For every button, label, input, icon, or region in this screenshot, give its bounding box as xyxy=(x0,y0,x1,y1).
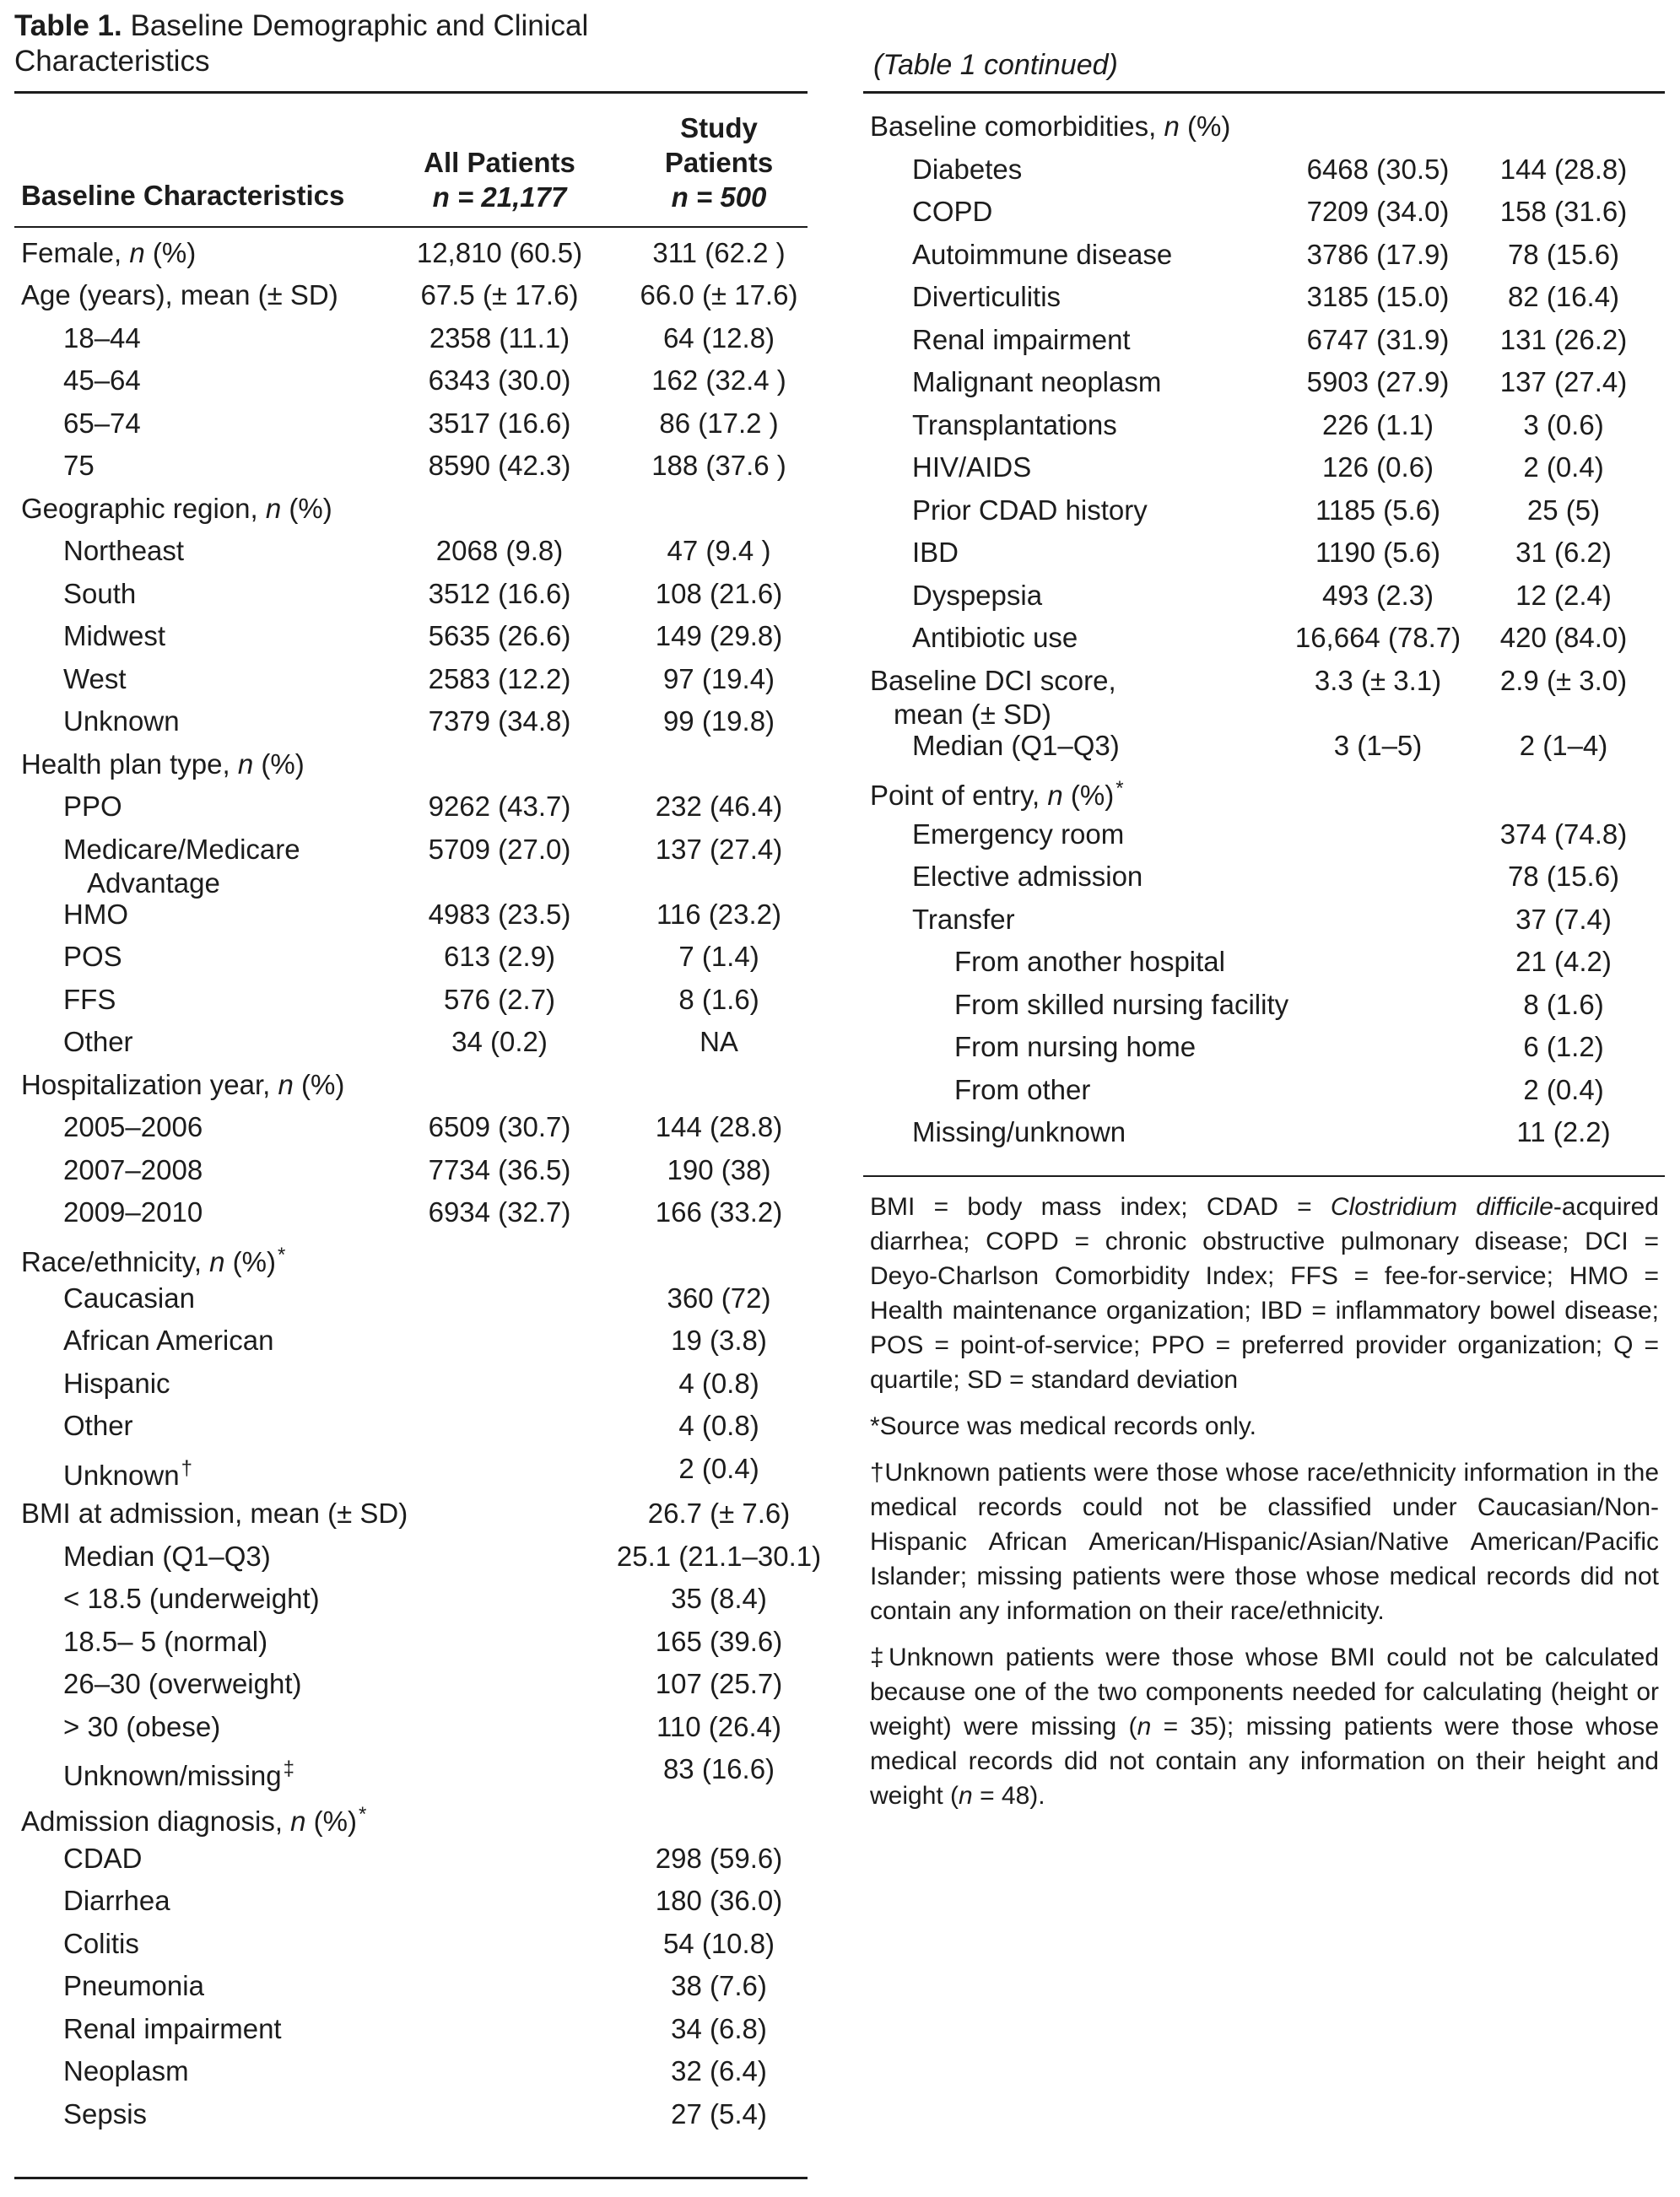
study-patients-value: 35 (8.4) xyxy=(671,1583,767,1614)
left-table-row xyxy=(14,704,808,747)
right-table-row xyxy=(863,110,1665,152)
dd-part-2: = 35); missing patients were those whose medical records did not contain any information on their height and weight ( xyxy=(870,1713,1660,1810)
left-table-row xyxy=(14,2097,808,2140)
left-table-row xyxy=(14,364,808,406)
study-patients-value: 26.7 (± 7.6) xyxy=(647,1498,791,1529)
study-patients-value: 6 (1.2) xyxy=(1523,1031,1604,1062)
header-all-patients xyxy=(377,145,622,214)
left-table-row xyxy=(14,1497,808,1539)
row-label: Sepsis xyxy=(63,2098,148,2130)
study-patients-value: 78 (15.6) xyxy=(1507,861,1620,892)
row-label: 18–44 xyxy=(63,322,141,354)
row-label: Diarrhea xyxy=(63,1885,170,1916)
all-patients-value: 3.3 (± 3.1) xyxy=(1314,665,1442,696)
abbrev-part-1: BMI = body mass index; CDAD = xyxy=(870,1193,1331,1221)
row-label: Pneumonia xyxy=(63,1970,204,2001)
row-label: POS xyxy=(63,941,122,972)
row-label: From skilled nursing facility xyxy=(954,989,1289,1020)
row-label: Health plan type, n (%) xyxy=(21,748,305,780)
left-table-row xyxy=(14,1540,822,1582)
row-label: Point of entry, n (%)* xyxy=(870,777,1124,811)
left-table-row xyxy=(14,1452,808,1494)
study-patients-value: 27 (5.4) xyxy=(671,2098,767,2130)
right-table-row xyxy=(863,153,1665,195)
study-patients-value: 64 (12.8) xyxy=(662,322,775,354)
row-label: < 18.5 (underweight) xyxy=(63,1583,320,1614)
row-label: Renal impairment xyxy=(63,2013,282,2044)
left-table-row xyxy=(14,748,808,790)
left-table-row xyxy=(14,1752,808,1795)
header-all-patients-n: n = 21,177 xyxy=(432,181,567,213)
row-label: 26–30 (overweight) xyxy=(63,1668,302,1699)
left-table-row xyxy=(14,1842,808,1884)
all-patients-value: 3512 (16.6) xyxy=(428,578,571,609)
right-bottom-rule xyxy=(863,1175,1665,1177)
row-label: Colitis xyxy=(63,1928,139,1959)
all-patients-value: 2583 (12.2) xyxy=(428,663,571,694)
right-table-row xyxy=(863,664,1665,730)
all-patients-value: 2358 (11.1) xyxy=(429,322,570,354)
study-patients-value: 149 (29.8) xyxy=(655,620,783,651)
study-patients-value: 420 (84.0) xyxy=(1499,622,1628,653)
top-rule xyxy=(14,91,808,94)
table-title-text: Baseline Demographic and Clinical Characteristics xyxy=(14,9,589,78)
study-patients-value: 137 (27.4) xyxy=(655,834,783,865)
study-patients-value: 8 (1.6) xyxy=(1523,989,1604,1020)
all-patients-value: 3185 (15.0) xyxy=(1306,281,1450,312)
row-label: IBD xyxy=(912,537,959,568)
row-label: Midwest xyxy=(63,620,166,651)
study-patients-value: 162 (32.4 ) xyxy=(651,364,786,396)
header-baseline-characteristics: Baseline Characteristics xyxy=(21,180,345,211)
row-label: Missing/unknown xyxy=(912,1116,1126,1147)
study-patients-value: 19 (3.8) xyxy=(671,1325,767,1356)
header-all-patients-label: All Patients xyxy=(424,147,575,178)
left-table-row xyxy=(14,1710,808,1752)
row-label: Malignant neoplasm xyxy=(912,366,1162,397)
row-label: Unknown† xyxy=(63,1457,192,1491)
row-label: From other xyxy=(954,1074,1091,1105)
row-label: African American xyxy=(63,1325,274,1356)
all-patients-value: 576 (2.7) xyxy=(443,984,556,1015)
bottom-rule xyxy=(14,2177,808,2179)
row-label: 75 xyxy=(63,450,95,481)
left-table-row xyxy=(14,1153,808,1196)
study-patients-value: 2.9 (± 3.0) xyxy=(1499,665,1628,696)
row-label: PPO xyxy=(63,791,122,822)
row-label: 2007–2008 xyxy=(63,1154,203,1185)
row-label: Admission diagnosis, n (%)* xyxy=(21,1803,367,1837)
row-label: Unknown/missing‡ xyxy=(63,1757,294,1791)
all-patients-value: 5903 (27.9) xyxy=(1306,366,1450,397)
study-patients-value: 360 (72) xyxy=(667,1282,771,1314)
all-patients-value: 7734 (36.5) xyxy=(428,1154,571,1185)
study-patients-value: 3 (0.6) xyxy=(1523,409,1604,440)
left-table-row xyxy=(14,662,808,704)
study-patients-value: 31 (6.2) xyxy=(1515,537,1612,568)
left-table-row xyxy=(14,1582,808,1624)
right-table-row xyxy=(863,818,1665,860)
row-label: Age (years), mean (± SD) xyxy=(21,279,338,310)
left-table-row xyxy=(14,1282,808,1324)
study-patients-value: 144 (28.8) xyxy=(655,1111,783,1142)
row-label: 45–64 xyxy=(63,364,141,396)
left-table-row xyxy=(14,1798,808,1840)
row-label: > 30 (obese) xyxy=(63,1711,221,1742)
study-patients-value: 110 (26.4) xyxy=(656,1711,781,1742)
row-label: 2009–2010 xyxy=(63,1196,203,1228)
left-table-row xyxy=(14,1927,808,1969)
row-label: West xyxy=(63,663,127,694)
all-patients-value: 8590 (42.3) xyxy=(428,450,571,481)
all-patients-value: 6747 (31.9) xyxy=(1306,324,1450,355)
all-patients-value: 126 (0.6) xyxy=(1321,451,1434,483)
left-table-row xyxy=(14,1239,808,1281)
abbrev-italic: Clostridium difficile xyxy=(1330,1193,1553,1221)
left-table-row xyxy=(14,1025,808,1067)
all-patients-value: 3517 (16.6) xyxy=(428,408,571,439)
left-table-row xyxy=(14,1110,808,1152)
all-patients-value: 6468 (30.5) xyxy=(1306,154,1450,185)
row-label: South xyxy=(63,578,137,609)
right-table-row xyxy=(863,579,1665,621)
footnote-star: *Source was medical records only. xyxy=(870,1412,1256,1440)
all-patients-value: 7209 (34.0) xyxy=(1306,196,1450,227)
row-label: Dyspepsia xyxy=(912,580,1043,611)
row-label: Race/ethnicity, n (%)* xyxy=(21,1244,286,1277)
all-patients-value: 5709 (27.0) xyxy=(428,834,571,865)
row-label: Female, n (%) xyxy=(21,237,197,268)
study-patients-value: 54 (10.8) xyxy=(662,1928,775,1959)
table-footnotes xyxy=(870,1190,1659,1825)
all-patients-value: 12,810 (60.5) xyxy=(416,237,583,268)
row-label: 65–74 xyxy=(63,408,141,439)
right-table-row xyxy=(863,860,1665,902)
row-label: Unknown xyxy=(63,705,180,737)
left-table-row xyxy=(14,619,808,661)
row-label: HMO xyxy=(63,899,128,930)
row-label: Baseline DCI score, mean (± SD) xyxy=(870,665,1116,730)
row-label: Median (Q1–Q3) xyxy=(63,1541,271,1572)
row-label: Medicare/Medicare Advantage xyxy=(63,834,300,899)
study-patients-value: 25 (5) xyxy=(1526,494,1601,526)
study-patients-value: 12 (2.4) xyxy=(1515,580,1612,611)
study-patients-value: 38 (7.6) xyxy=(671,1970,767,2001)
left-table-row xyxy=(14,1884,808,1926)
study-patients-value: 188 (37.6 ) xyxy=(651,450,786,481)
row-label: Emergency room xyxy=(912,818,1125,850)
row-label: COPD xyxy=(912,196,993,227)
study-patients-value: 78 (15.6) xyxy=(1507,239,1620,270)
dd-part-1: ‡Unknown patients were those whose BMI could not be calculated because one of the two components needed for calculating (height or weight) were missing ( xyxy=(870,1644,1659,1741)
right-table-row xyxy=(863,536,1665,578)
study-patients-value: 34 (6.8) xyxy=(671,2013,767,2044)
left-table-row xyxy=(14,321,808,364)
row-label: Hispanic xyxy=(63,1368,170,1399)
study-patients-value: 2 (0.4) xyxy=(678,1453,759,1484)
all-patients-value: 3786 (17.9) xyxy=(1306,239,1450,270)
study-patients-value: 158 (31.6) xyxy=(1499,196,1628,227)
study-patients-value: 107 (25.7) xyxy=(655,1668,783,1699)
all-patients-value: 613 (2.9) xyxy=(443,941,556,972)
all-patients-value: 2068 (9.8) xyxy=(435,535,564,566)
study-patients-value: 108 (21.6) xyxy=(655,578,783,609)
all-patients-value: 5635 (26.6) xyxy=(428,620,571,651)
study-patients-value: 137 (27.4) xyxy=(1499,366,1628,397)
abbrev-part-2: -acquired diarrhea; COPD = chronic obstructive pulmonary disease; DCI = Deyo-Charlson Comorbidity Index; FFS = fee-for-service; HMO = Health maintenance organization; IBD = inflammatory bowel disease; POS = point-of-service; PPO = preferred provider organization; Q = quartile; SD = standard deviation xyxy=(870,1193,1659,1394)
study-patients-value: 144 (28.8) xyxy=(1499,154,1628,185)
dd-n-2: n xyxy=(959,1782,973,1810)
header-study-label-1: Study xyxy=(680,112,758,143)
table-continued-title: (Table 1 continued) xyxy=(873,49,1118,81)
right-table-row xyxy=(863,280,1665,322)
all-patients-value: 6343 (30.0) xyxy=(428,364,571,396)
study-patients-value: 165 (39.6) xyxy=(655,1626,783,1657)
study-patients-value: 374 (74.8) xyxy=(1499,818,1628,850)
left-table-row xyxy=(14,898,808,940)
left-table-row xyxy=(14,1324,808,1366)
footnote-abbreviations xyxy=(870,1190,1659,1397)
left-table-row xyxy=(14,407,808,449)
study-patients-value: 298 (59.6) xyxy=(655,1843,783,1874)
row-label: Autoimmune disease xyxy=(912,239,1173,270)
study-patients-value: 86 (17.2 ) xyxy=(659,408,779,439)
right-table-row xyxy=(863,1073,1665,1115)
row-label: Other xyxy=(63,1410,133,1441)
row-label: 2005–2006 xyxy=(63,1111,203,1142)
row-label: Transplantations xyxy=(912,409,1117,440)
left-table-row xyxy=(14,236,808,278)
study-patients-value: 66.0 (± 17.6) xyxy=(640,279,798,310)
row-label: From nursing home xyxy=(954,1031,1197,1062)
row-label: Median (Q1–Q3) xyxy=(912,730,1120,761)
study-patients-value: 21 (4.2) xyxy=(1515,946,1612,977)
left-table-row xyxy=(14,449,808,491)
dd-n-1: n xyxy=(1137,1713,1152,1741)
all-patients-value: 6509 (30.7) xyxy=(428,1111,571,1142)
study-patients-value: 11 (2.2) xyxy=(1516,1116,1611,1147)
row-label: Caucasian xyxy=(63,1282,195,1314)
right-table-row xyxy=(863,903,1665,945)
all-patients-value: 16,664 (78.7) xyxy=(1294,622,1461,653)
left-table-row xyxy=(14,790,808,832)
right-table-row xyxy=(863,1115,1665,1158)
row-label: From another hospital xyxy=(954,946,1225,977)
right-table-row xyxy=(863,729,1665,771)
study-patients-value: 4 (0.8) xyxy=(678,1368,759,1399)
right-table-row xyxy=(863,365,1665,408)
all-patients-value: 9262 (43.7) xyxy=(428,791,571,822)
all-patients-value: 6934 (32.7) xyxy=(428,1196,571,1228)
row-label: Neoplasm xyxy=(63,2055,189,2086)
study-patients-value: NA xyxy=(700,1026,738,1057)
left-table-row xyxy=(14,278,808,321)
row-label: 18.5– 5 (normal) xyxy=(63,1626,268,1657)
left-table-row xyxy=(14,2012,808,2054)
left-table-row xyxy=(14,1196,808,1238)
footnote-dagger: †Unknown patients were those whose race/ethnicity information in the medical records could not be classified under Caucasian/Non-Hispanic African American/Hispanic/Asian/Native American/Pacific Islander; missing patients were those whose medical records did not contain any information on their race/ethnicity. xyxy=(870,1459,1659,1625)
study-patients-value: 131 (26.2) xyxy=(1499,324,1628,355)
row-label: FFS xyxy=(63,984,116,1015)
left-table-row xyxy=(14,940,808,982)
all-patients-value: 1190 (5.6) xyxy=(1315,537,1440,568)
left-table-row xyxy=(14,492,808,534)
row-label: Geographic region, n (%) xyxy=(21,493,332,524)
study-patients-value: 166 (33.2) xyxy=(655,1196,783,1228)
header-rule xyxy=(14,226,808,228)
row-label: CDAD xyxy=(63,1843,143,1874)
all-patients-value: 67.5 (± 17.6) xyxy=(420,279,579,310)
study-patients-value: 47 (9.4 ) xyxy=(667,535,771,566)
study-patients-value: 2 (0.4) xyxy=(1523,1074,1604,1105)
left-table-row xyxy=(14,2054,808,2097)
right-table-row xyxy=(863,945,1665,987)
row-label: Prior CDAD history xyxy=(912,494,1148,526)
study-patients-value: 2 (0.4) xyxy=(1523,451,1604,483)
right-table-row xyxy=(863,408,1665,451)
right-table-row xyxy=(863,195,1665,237)
study-patients-value: 37 (7.4) xyxy=(1515,904,1612,935)
all-patients-value: 1185 (5.6) xyxy=(1315,494,1440,526)
row-label: Baseline comorbidities, n (%) xyxy=(870,111,1231,142)
study-patients-value: 116 (23.2) xyxy=(656,899,781,930)
all-patients-value: 226 (1.1) xyxy=(1321,409,1434,440)
header-study-patients xyxy=(605,111,833,214)
table-title xyxy=(14,8,774,79)
header-study-patients-n: n = 500 xyxy=(671,181,767,213)
header-study-label-2: Patients xyxy=(664,147,774,178)
row-label: Northeast xyxy=(63,535,185,566)
left-table-row xyxy=(14,577,808,619)
study-patients-value: 97 (19.4) xyxy=(662,663,775,694)
right-table-row xyxy=(863,451,1665,493)
left-table-row xyxy=(14,833,808,899)
all-patients-value: 3 (1–5) xyxy=(1333,730,1423,761)
right-table-row xyxy=(863,1030,1665,1072)
right-top-rule xyxy=(863,91,1665,94)
left-table-row xyxy=(14,983,808,1025)
left-table-row xyxy=(14,534,808,576)
row-label: Diabetes xyxy=(912,154,1023,185)
study-patients-value: 83 (16.6) xyxy=(662,1753,775,1784)
right-table-row xyxy=(863,988,1665,1030)
all-patients-value: 7379 (34.8) xyxy=(428,705,571,737)
study-patients-value: 99 (19.8) xyxy=(662,705,775,737)
row-label: Other xyxy=(63,1026,133,1057)
study-patients-value: 2 (1–4) xyxy=(1519,730,1608,761)
row-label: Antibiotic use xyxy=(912,622,1078,653)
row-label: Elective admission xyxy=(912,861,1143,892)
left-table-row xyxy=(14,1625,808,1667)
study-patients-value: 8 (1.6) xyxy=(678,984,759,1015)
study-patients-value: 180 (36.0) xyxy=(655,1885,783,1916)
left-table-row xyxy=(14,1409,808,1451)
study-patients-value: 7 (1.4) xyxy=(678,941,759,972)
all-patients-value: 4983 (23.5) xyxy=(428,899,571,930)
row-label: Diverticulitis xyxy=(912,281,1061,312)
study-patients-value: 82 (16.4) xyxy=(1507,281,1620,312)
row-label: HIV/AIDS xyxy=(912,451,1032,483)
right-table-row xyxy=(863,323,1665,365)
study-patients-value: 190 (38) xyxy=(667,1154,771,1185)
footnote-double-dagger xyxy=(870,1640,1659,1813)
study-patients-value: 311 (62.2 ) xyxy=(652,237,786,268)
study-patients-value: 232 (46.4) xyxy=(655,791,783,822)
study-patients-value: 32 (6.4) xyxy=(671,2055,767,2086)
left-table-row xyxy=(14,1969,808,2011)
all-patients-value: 34 (0.2) xyxy=(451,1026,548,1057)
left-table-row xyxy=(14,1367,808,1409)
right-table-row xyxy=(863,621,1665,663)
all-patients-value: 493 (2.3) xyxy=(1321,580,1434,611)
right-table-row xyxy=(863,772,1665,814)
row-label: Hospitalization year, n (%) xyxy=(21,1069,345,1100)
study-patients-value: 4 (0.8) xyxy=(678,1410,759,1441)
row-label: Transfer xyxy=(912,904,1015,935)
left-table-row xyxy=(14,1667,808,1709)
study-patients-value: 25.1 (21.1–30.1) xyxy=(616,1541,822,1572)
table-title-number: Table 1. xyxy=(14,9,122,42)
row-label: Renal impairment xyxy=(912,324,1131,355)
row-label: BMI at admission, mean (± SD) xyxy=(21,1498,408,1529)
left-table-row xyxy=(14,1068,808,1110)
dd-part-3: = 48). xyxy=(972,1782,1045,1810)
right-table-row xyxy=(863,238,1665,280)
right-table-row xyxy=(863,494,1665,536)
